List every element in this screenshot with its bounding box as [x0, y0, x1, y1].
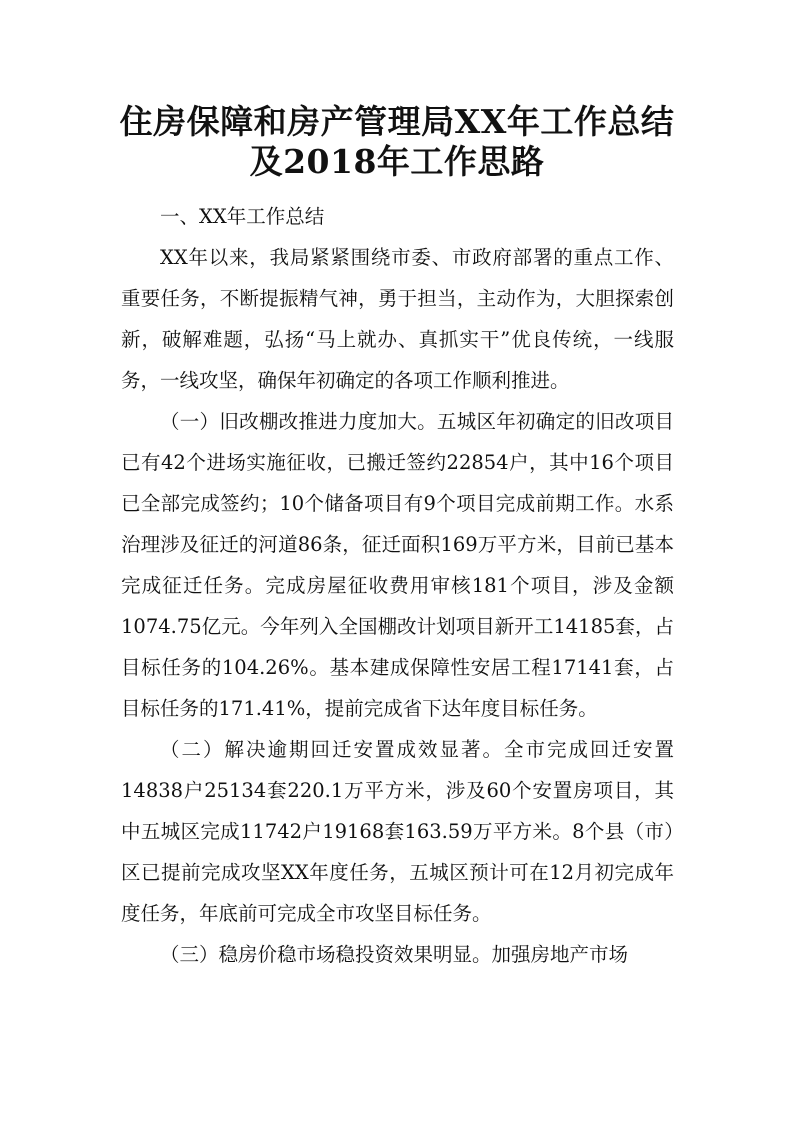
- section-heading: 一、XX年工作总结: [160, 205, 325, 228]
- paragraph-intro: XX年以来，我局紧紧围绕市委、市政府部署的重点工作、重要任务，不断提振精气神，勇于担当，主动作为，大胆探索创新，破解难题，弘扬“马上就办、真抓实干”优良传统，一线服务，一线攻坚，确保年初确定的各项工作顺利推进。: [121, 246, 674, 392]
- paragraph-item-3: （三）稳房价稳市场稳投资效果明显。加强房地产市场: [160, 943, 629, 966]
- paragraph-item-2: （二）解决逾期回迁安置成效显著。全市完成回迁安置14838户25134套220.1万平方米，涉及60个安置房项目，其中五城区完成11742户19168套163.59万平方米。8个县（市）区已提前完成攻坚XX年度任务，五城区预计可在12月初完成年度任务，年底前可完成全市攻坚目标任务。: [121, 738, 674, 925]
- paragraph-item-1: （一）旧改棚改推进力度加大。五城区年初确定的旧改项目已有42个进场实施征收，已搬迁签约22854户，其中16个项目已全部完成签约；10个储备项目有9个项目完成前期工作。水系治理涉及征迁的河道86条，征迁面积169万平方米，目前已基本完成征迁任务。完成房屋征收费用审核181个项目，涉及金额1074.75亿元。今年列入全国棚改计划项目新开工14185套，占目标任务的104.26%。基本建成保障性安居工程17141套，占目标任务的171.41%，提前完成省下达年度目标任务。: [121, 410, 674, 720]
- document-title-line-1: 住房保障和房产管理局XX年工作总结: [119, 102, 675, 141]
- document-body: [121, 196, 674, 975]
- document-title-line-2: 及2018年工作思路: [249, 142, 545, 181]
